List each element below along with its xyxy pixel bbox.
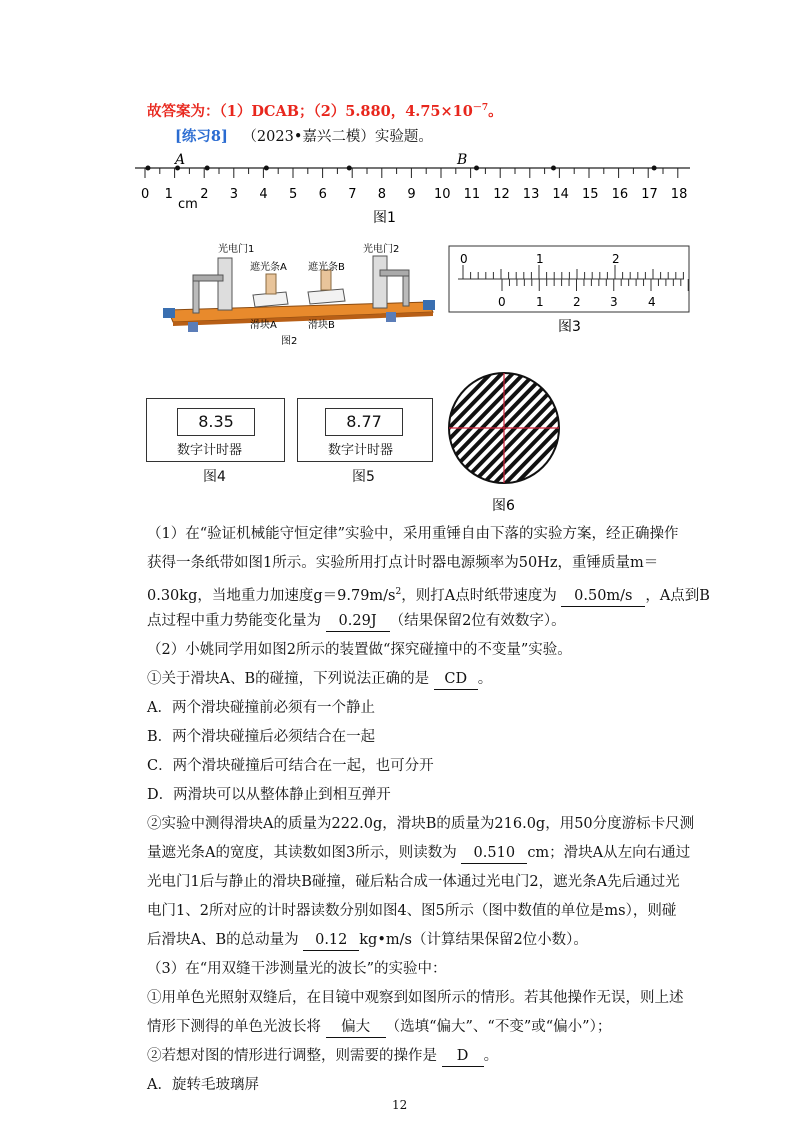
main-label-0: 0 — [460, 252, 468, 266]
q2-sub2-line-1: ②实验中测得滑块A的质量为222.0g，滑块B的质量为216.0g，用50分度游标卡尺测 — [147, 816, 695, 832]
q2-sub2-answer-momentum: 0.12 — [303, 930, 359, 951]
q3-sub2-answer: D — [442, 1046, 484, 1067]
ruler-labels — [141, 187, 687, 202]
figure-5-timer — [297, 398, 433, 462]
strip-b-label: 遮光条B — [308, 262, 345, 273]
q2-option-b: B．两个滑块碰撞后必须结合在一起 — [147, 729, 376, 745]
unit-label: cm — [178, 197, 198, 212]
ruler-label-14: 14 — [552, 187, 569, 202]
tape-dot — [205, 166, 210, 171]
tape-dot — [347, 166, 352, 171]
figure-6-fringes — [446, 370, 562, 516]
figure-3-vernier — [448, 245, 698, 337]
ruler-label-11: 11 — [463, 187, 481, 202]
page-number: 12 — [392, 1098, 408, 1112]
q1-line-1: （1）在“验证机械能守恒定律”实验中，采用重锤自由下落的实验方案，经正确操作 — [147, 526, 679, 542]
gate-2-label: 光电门2 — [363, 244, 400, 255]
figure-1-caption: 图1 — [373, 210, 396, 226]
q2-option-c: C．两个滑块碰撞后可结合在一起，也可分开 — [147, 758, 434, 774]
exercise-header — [175, 127, 433, 147]
gate-1-label: 光电门1 — [218, 244, 255, 255]
tape-dot — [551, 166, 556, 171]
ruler-label-15: 15 — [582, 187, 599, 202]
ruler-label-2: 2 — [200, 187, 209, 202]
figure-3-caption: 图3 — [558, 319, 581, 335]
ruler-label-10: 10 — [434, 187, 451, 202]
q1-answer-velocity: 0.50m/s — [561, 586, 645, 607]
q3-sub2: ②若想对图的情形进行调整，则需要的操作是 D 。 — [147, 1046, 498, 1067]
ruler-label-8: 8 — [377, 187, 387, 202]
ruler-label-13: 13 — [522, 187, 540, 202]
ruler-label-3: 3 — [229, 187, 239, 202]
q2-sub2-line-3: 光电门1后与静止的滑块B碰撞，碰后粘合成一体通过光电门2，遮光条A先后通过光 — [147, 874, 680, 890]
figure-4-timer — [146, 398, 285, 462]
figure-1-ruler — [130, 148, 700, 228]
ruler-label-0: 0 — [141, 187, 150, 202]
q2-sub1-answer: CD — [434, 669, 478, 690]
q2-sub2-answer-width: 0.510 — [461, 843, 527, 864]
q3-sub1-answer: 偏大 — [326, 1017, 386, 1038]
ruler-label-5: 5 — [289, 187, 298, 202]
q1-line-4: 点过程中重力势能变化量为 0.29J （结果保留2位有效数字）。 — [147, 611, 566, 632]
vernier-label-0: 0 — [498, 295, 506, 309]
timer-5-label: 数字计时器 — [328, 443, 394, 458]
ruler-label-17: 17 — [641, 187, 658, 202]
q3-sub1-line-1: ①用单色光照射双缝后，在目镜中观察到如图所示的情形。若其他操作无误，则上述 — [147, 990, 684, 1006]
q2-sub1: ①关于滑块A、B的碰撞，下列说法正确的是 CD 。 — [147, 669, 492, 690]
q2-intro: （2）小姚同学用如图2所示的装置做“探究碰撞中的不变量”实验。 — [147, 642, 572, 658]
ruler-ticks — [145, 168, 678, 178]
ruler-label-9: 9 — [407, 187, 416, 202]
tape-dot — [474, 166, 479, 171]
ruler-label-18: 18 — [670, 187, 688, 202]
vernier-label-3: 3 — [610, 295, 618, 309]
timer-5-reading: 8.77 — [325, 408, 403, 436]
q3-option-a: A．旋转毛玻璃屏 — [147, 1077, 259, 1093]
main-label-2: 2 — [612, 252, 620, 266]
strip-a-label: 遮光条A — [250, 262, 287, 273]
ruler-label-6: 6 — [318, 187, 327, 202]
tape-dot — [652, 166, 657, 171]
answer-line: 故答案为：（1）DCAB；（2）5.880，$4.75\times 10^{-7}$。 — [147, 102, 503, 120]
exercise-tag: [练习8] — [175, 128, 228, 145]
tape-dot — [264, 166, 269, 171]
vernier-label-1: 1 — [536, 295, 544, 309]
point-b-label: B — [457, 152, 468, 168]
main-label-1: 1 — [536, 252, 544, 266]
slider-b-label: 滑块B — [308, 320, 335, 331]
ruler-label-7: 7 — [348, 187, 357, 202]
q2-option-d: D．两滑块可以从整体静止到相互弹开 — [147, 787, 391, 803]
exercise-source: （2023•嘉兴二模）实验题。 — [242, 129, 433, 145]
ruler-label-1: 1 — [164, 187, 173, 202]
q2-option-a: A．两个滑块碰撞前必须有一个静止 — [147, 700, 375, 716]
figure-4-caption: 图4 — [203, 469, 226, 485]
figure-2-caption: 图2 — [281, 336, 298, 347]
q1-answer-energy: 0.29J — [326, 611, 390, 632]
vernier-label-4: 4 — [648, 295, 656, 309]
q1-line-3: 0.30kg，当地重力加速度$g=9.79m/s^2$，则打A点时纸带速度为 0.50m/s ，A点到B — [147, 582, 710, 607]
tape-dot — [145, 166, 150, 171]
q3-intro: （3）在“用双缝干涉测量光的波长”的实验中： — [147, 961, 447, 977]
ruler-label-4: 4 — [259, 187, 268, 202]
figure-5-caption: 图5 — [352, 469, 375, 485]
timer-4-reading: 8.35 — [177, 408, 255, 436]
ruler-label-16: 16 — [611, 187, 629, 202]
ruler-label-12: 12 — [493, 187, 510, 202]
q2-sub2-line-4: 电门1、2所对应的计时器读数分别如图4、图5所示（图中数值的单位是ms），则碰 — [147, 903, 677, 919]
figure-6-caption: 图6 — [492, 498, 515, 514]
slider-a-label: 滑块A — [250, 320, 277, 331]
q2-sub2-line-5: 后滑块A、B的总动量为 0.12 kg•m/s（计算结果保留2位小数）。 — [147, 930, 588, 951]
point-a-label: A — [175, 152, 186, 168]
q1-line-2: 获得一条纸带如图1所示。实验所用打点计时器电源频率为50Hz，重锤质量m＝ — [147, 555, 659, 571]
q3-sub1-line-2: 情形下测得的单色光波长将 偏大 （选填“偏大”、“不变”或“偏小”）； — [147, 1017, 611, 1038]
figure-2-apparatus — [158, 240, 438, 348]
vernier-label-2: 2 — [573, 295, 581, 309]
q2-sub2-line-2: 量遮光条A的宽度，其读数如图3所示，则读数为 0.510 cm；滑块A从左向右通过 — [147, 843, 690, 864]
timer-4-label: 数字计时器 — [177, 443, 243, 458]
